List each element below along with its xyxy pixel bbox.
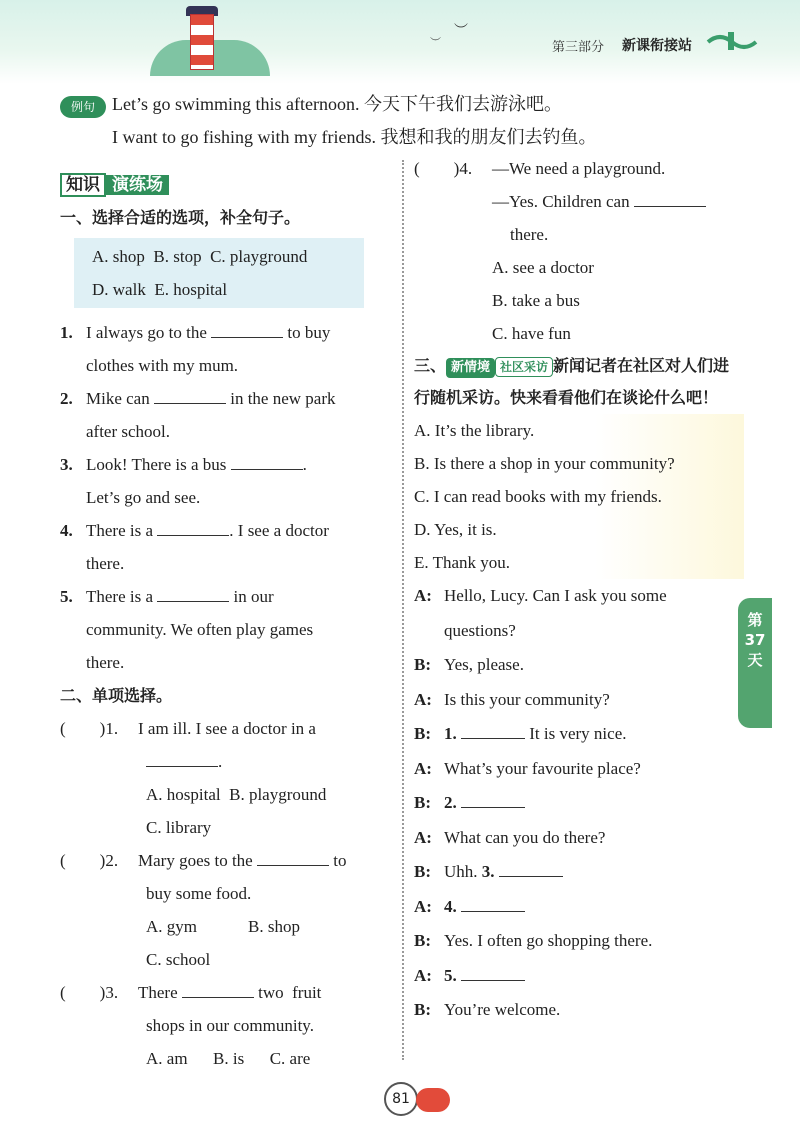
choice-options: C. school xyxy=(146,950,211,969)
speaker-label: B: xyxy=(414,655,431,674)
bird-icon: ︶ xyxy=(454,23,468,39)
section-label: 第三部分 xyxy=(552,40,605,55)
blank-number: 4. xyxy=(444,896,457,916)
dialogue-line xyxy=(414,752,744,787)
option-line: D. Yes, it is. xyxy=(414,520,497,539)
option-line: D. walk E. hospital xyxy=(92,280,228,299)
part3-number: 三、 xyxy=(414,356,447,375)
dialogue-line xyxy=(414,786,744,821)
example-line: I want to go fishing with my friends. 我想和我的朋友们去钓鱼。 xyxy=(112,127,597,147)
speaker-label: A: xyxy=(414,758,432,778)
question-text: after school. xyxy=(86,422,171,441)
question-number: 3. xyxy=(60,455,73,474)
choice-option: B. take a bus xyxy=(492,291,580,310)
dialogue-text: questions? xyxy=(444,620,516,640)
question-text: Mary goes to the xyxy=(138,851,253,870)
question-text: clothes with my mum. xyxy=(86,356,239,375)
speaker-label: B: xyxy=(414,724,431,743)
day-side-tab: 第37天 xyxy=(738,598,772,728)
speaker-label: B: xyxy=(414,862,431,881)
dialogue-text: Yes. I often go shopping there. xyxy=(444,931,653,950)
question-number: 5. xyxy=(60,587,73,606)
question-text: . I see a doctor xyxy=(229,521,329,540)
speaker-label: A: xyxy=(414,965,432,985)
answer-paren[interactable]: ( )2. xyxy=(60,851,119,870)
answer-blank[interactable] xyxy=(461,894,525,912)
speaker-label: A: xyxy=(414,896,432,916)
part3-options xyxy=(414,414,744,579)
speaker-label: A: xyxy=(414,586,432,605)
answer-blank[interactable] xyxy=(182,980,254,998)
part3-heading-text: 新闻记者在社区对人们进行随机采访。快来看看他们在谈论什么吧！ xyxy=(414,356,730,407)
dialogue-line xyxy=(414,890,744,925)
question-text: shops in our community. xyxy=(146,1016,314,1035)
blank-number: 3. xyxy=(481,862,495,881)
speaker-label: B: xyxy=(414,793,431,812)
question-item xyxy=(60,316,390,382)
part3-heading xyxy=(414,350,744,414)
answer-paren[interactable]: ( )1. xyxy=(60,719,119,738)
question-text: in the new park xyxy=(230,389,336,408)
page-number: 81 xyxy=(384,1082,418,1116)
answer-blank[interactable] xyxy=(231,452,303,470)
right-column xyxy=(414,152,744,1028)
page-header xyxy=(0,0,800,84)
question-item xyxy=(60,448,390,514)
practice-title-b: 演练场 xyxy=(106,175,169,195)
option-line: B. Is there a shop in your community? xyxy=(414,454,675,473)
answer-blank[interactable] xyxy=(634,189,706,207)
question-text: two fruit xyxy=(258,983,322,1002)
dialogue-line xyxy=(414,855,744,890)
option-line: A. It’s the library. xyxy=(414,421,535,440)
question-text: There is a xyxy=(86,587,154,606)
question-number: 1. xyxy=(60,323,73,342)
dialogue-line xyxy=(414,648,744,683)
new-context-tag: 新情境 xyxy=(446,358,495,378)
question-item xyxy=(60,514,390,580)
speaker-label: A: xyxy=(414,689,432,709)
choice-option: A. see a doctor xyxy=(492,258,594,277)
question-text: to xyxy=(333,851,347,870)
dialogue-text: What can you do there? xyxy=(444,827,606,847)
question-number: 2. xyxy=(60,389,73,408)
dialogue-text: Yes, please. xyxy=(444,655,524,674)
choice-option: C. have fun xyxy=(492,324,571,343)
left-column xyxy=(60,168,390,1075)
question-text: . xyxy=(302,455,307,474)
blank-number: 2. xyxy=(444,793,457,812)
column-divider xyxy=(402,160,404,1060)
practice-title xyxy=(60,170,169,200)
choice-question xyxy=(60,844,390,976)
question-text: There xyxy=(138,983,178,1002)
submarine-icon xyxy=(416,1088,450,1112)
choice-question: ( )1. I am ill. I see a doctor in a . A. hospital B. playground C. library xyxy=(60,712,390,844)
choice-options: C. library xyxy=(146,818,212,837)
answer-blank[interactable] xyxy=(461,790,525,808)
dialogue-text: What’s your favourite place? xyxy=(444,758,641,778)
choice-options: A. hospital B. playground xyxy=(146,785,327,804)
dialogue xyxy=(414,579,744,1028)
answer-blank[interactable] xyxy=(461,963,525,981)
question-text: there. xyxy=(86,653,125,672)
dialogue-line xyxy=(414,993,744,1028)
option-line: A. shop B. stop C. playground xyxy=(92,247,308,266)
blank-number: 1. xyxy=(444,724,457,743)
dialogue-line xyxy=(414,683,744,718)
speaker-label: B: xyxy=(414,931,431,950)
example-badge: 例句 xyxy=(60,96,106,118)
question-text: I always go to the xyxy=(86,323,207,342)
question-number: 4. xyxy=(60,521,73,540)
question-text: there. xyxy=(510,225,549,244)
dialogue-line xyxy=(414,924,744,959)
option-line: E. Thank you. xyxy=(414,553,511,572)
question-text: Let’s go and see. xyxy=(86,488,201,507)
bird-icon: ︶ xyxy=(430,36,441,49)
part1-options xyxy=(74,238,364,308)
question-text: —We need a playground. xyxy=(492,159,666,178)
question-text: There is a xyxy=(86,521,154,540)
answer-blank[interactable] xyxy=(154,386,226,404)
choice-question xyxy=(414,152,744,350)
question-text: Mike can xyxy=(86,389,150,408)
dialogue-text: It is very nice. xyxy=(529,724,627,743)
question-text: I am ill. I see a doctor in a xyxy=(138,719,316,738)
speaker-label: A: xyxy=(414,827,432,847)
answer-blank[interactable] xyxy=(211,320,283,338)
wave-decoration-icon xyxy=(706,30,760,52)
question-text: buy some food. xyxy=(146,884,252,903)
choice-options: A. gym B. shop xyxy=(146,917,300,936)
choice-options: A. am B. is C. are xyxy=(146,1049,311,1068)
blank-number: 5. xyxy=(444,965,457,985)
question-text: there. xyxy=(86,554,125,573)
answer-blank[interactable] xyxy=(157,584,229,602)
dialogue-line xyxy=(414,579,744,614)
question-text: community. We often play games xyxy=(86,620,314,639)
dialogue-text: Uhh. xyxy=(444,862,478,881)
choice-question xyxy=(60,976,390,1075)
section-name: 新课衔接站 xyxy=(622,38,692,54)
question-item xyxy=(60,580,390,679)
answer-blank[interactable] xyxy=(499,859,563,877)
dialogue-line xyxy=(414,717,744,752)
answer-blank[interactable] xyxy=(157,518,229,536)
community-interview-tag: 社区采访 xyxy=(495,357,553,377)
option-line: C. I can read books with my friends. xyxy=(414,487,662,506)
dialogue-line xyxy=(414,959,744,994)
answer-paren[interactable]: ( )3. xyxy=(60,983,119,1002)
question-text: Look! There is a bus xyxy=(86,455,227,474)
dialogue-text: Is this your community? xyxy=(444,689,610,709)
answer-blank[interactable] xyxy=(461,721,525,739)
example-line: Let’s go swimming this afternoon. 今天下午我们去游泳吧。 xyxy=(112,94,562,114)
dialogue-text: Hello, Lucy. Can I ask you some xyxy=(444,586,667,605)
answer-blank[interactable] xyxy=(146,749,218,767)
part1-heading: 一、选择合适的选项，补全句子。 xyxy=(60,208,301,227)
question-text: in our xyxy=(233,587,274,606)
practice-title-a: 知识 xyxy=(60,173,106,197)
speaker-label: B: xyxy=(414,1000,431,1019)
question-item xyxy=(60,382,390,448)
part2-heading: 二、单项选择。 xyxy=(60,686,173,705)
answer-blank[interactable] xyxy=(257,848,329,866)
dialogue-line xyxy=(414,821,744,856)
answer-paren[interactable]: ( )4. xyxy=(414,159,473,178)
question-text: —Yes. Children can xyxy=(492,192,630,211)
question-text: to buy xyxy=(287,323,331,342)
dialogue-text: You’re welcome. xyxy=(444,1000,561,1019)
lighthouse-illustration xyxy=(190,14,214,70)
